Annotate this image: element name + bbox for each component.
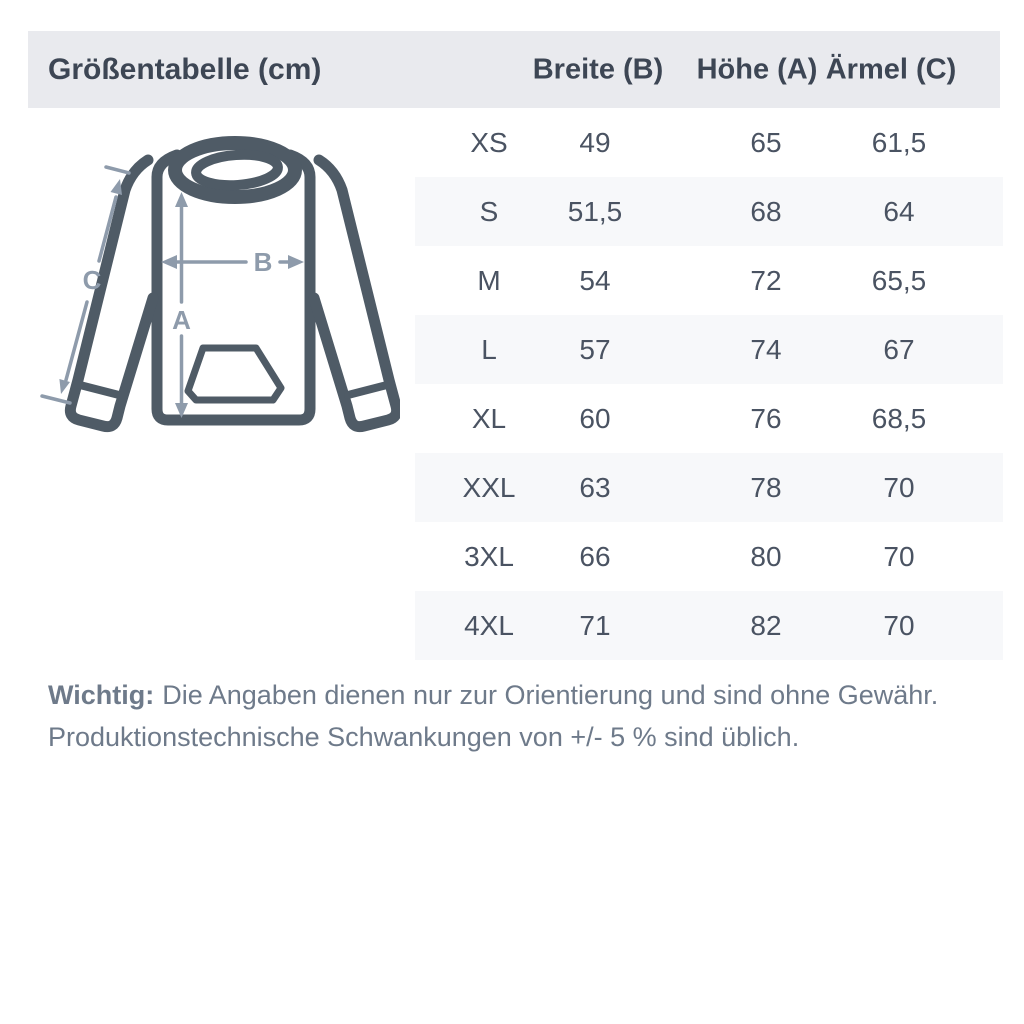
- hoehe-value: 72: [750, 264, 782, 296]
- aermel-value: 67: [883, 333, 915, 365]
- hoehe-value: 68: [750, 195, 782, 227]
- hoehe-value: 78: [750, 471, 782, 503]
- breite-value: 66: [579, 540, 611, 572]
- breite-value: 60: [579, 402, 611, 434]
- breite-value: 71: [579, 609, 611, 641]
- breite-value: 63: [579, 471, 611, 503]
- aermel-value: 61,5: [871, 126, 927, 158]
- disclaimer-note: [48, 674, 978, 758]
- size-label: XL: [471, 402, 507, 434]
- label-b: B: [253, 247, 273, 277]
- size-label: L: [481, 333, 497, 365]
- hoehe-value: 74: [750, 333, 782, 365]
- disclaimer-text-1: Die Angaben dienen nur zur Orientierung und sind ohne Gewähr.: [162, 680, 939, 710]
- disclaimer-label: Wichtig:: [48, 680, 155, 710]
- aermel-value: 70: [883, 540, 915, 572]
- breite-value: 54: [579, 264, 611, 296]
- table-row-3xl: [415, 522, 1003, 591]
- aermel-value: 70: [883, 609, 915, 641]
- size-label: 4XL: [464, 609, 514, 641]
- arrow-c-head-up: [111, 179, 123, 195]
- column-header-aermel: Ärmel (C): [825, 53, 957, 85]
- arrow-b-head-right: [288, 255, 304, 269]
- hood-inner-ring: [195, 152, 279, 188]
- table-row-m: [415, 246, 1003, 315]
- hoehe-value: 65: [750, 126, 782, 158]
- aermel-value: 65,5: [871, 264, 927, 296]
- right-cuff-seam: [348, 384, 391, 395]
- aermel-value: 68,5: [871, 402, 927, 434]
- arrow-b-head-left: [161, 255, 177, 269]
- aermel-value: 70: [883, 471, 915, 503]
- breite-value: 51,5: [567, 195, 623, 227]
- table-row-l: [415, 315, 1003, 384]
- column-header-breite: Breite (B): [532, 53, 664, 85]
- aermel-value: 64: [883, 195, 915, 227]
- hoehe-value: 82: [750, 609, 782, 641]
- table-row-xl: [415, 384, 1003, 453]
- table-row-xs: [415, 108, 1003, 177]
- size-label: XXL: [462, 471, 516, 503]
- size-label: 3XL: [464, 540, 514, 572]
- table-row-xxl: [415, 453, 1003, 522]
- size-label: XS: [470, 126, 508, 158]
- label-a: A: [172, 305, 191, 335]
- size-table: [415, 108, 1003, 660]
- disclaimer-line-2: Produktionstechnische Schwankungen von +/- 5 % sind üblich.: [48, 722, 800, 752]
- disclaimer-line-1: [48, 674, 978, 716]
- column-header-hoehe: Höhe (A): [696, 53, 818, 85]
- breite-value: 49: [579, 126, 611, 158]
- table-row-4xl: [415, 591, 1003, 660]
- hoehe-value: 76: [750, 402, 782, 434]
- arrow-c-bottom-tick: [42, 396, 70, 403]
- table-row-s: [415, 177, 1003, 246]
- table-header-band: [28, 31, 1000, 108]
- breite-value: 57: [579, 333, 611, 365]
- kangaroo-pocket: [188, 348, 281, 400]
- arrow-a-head-up: [175, 192, 188, 207]
- page-title: Größentabelle (cm): [48, 52, 322, 86]
- arrow-c-head-down: [59, 379, 70, 394]
- size-label: M: [477, 264, 501, 296]
- arrow-c-top-tick: [106, 167, 129, 173]
- label-c: C: [82, 265, 102, 295]
- left-cuff-seam: [76, 384, 119, 395]
- hoodie-diagram: [40, 122, 400, 452]
- hoehe-value: 80: [750, 540, 782, 572]
- size-label: S: [479, 195, 499, 227]
